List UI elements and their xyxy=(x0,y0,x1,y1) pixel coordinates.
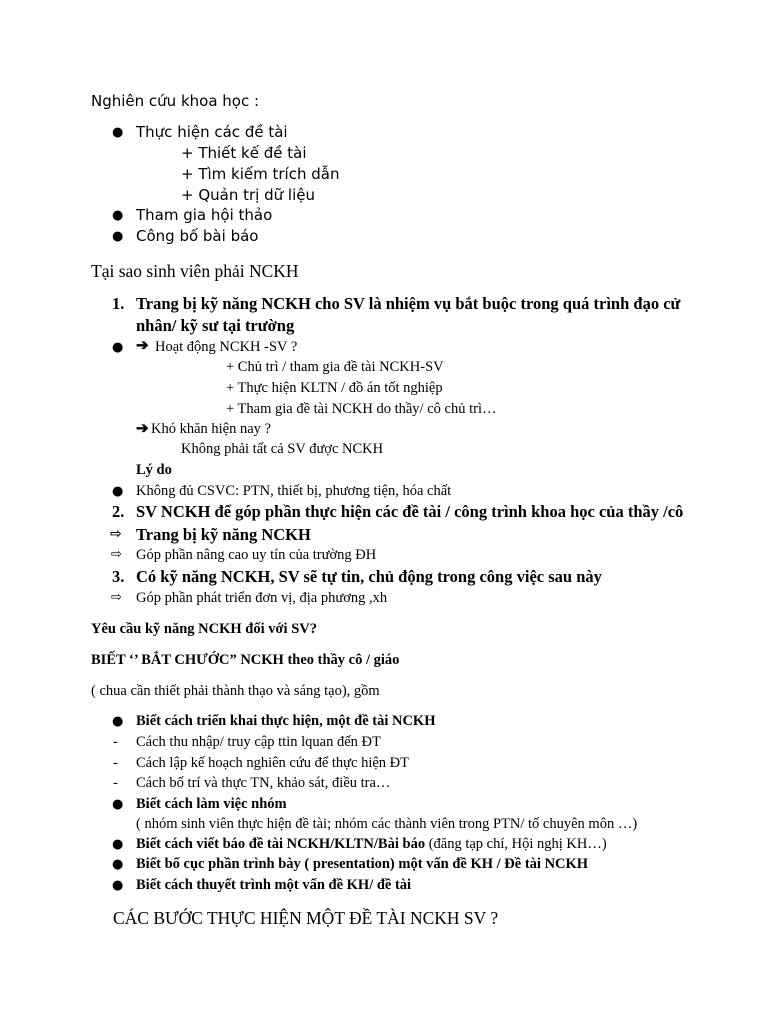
req-item-3 xyxy=(136,836,607,853)
req-item-2: Biết cách làm việc nhóm xyxy=(136,796,287,812)
requirements-title: Yêu cầu kỹ năng NCKH đối với SV? xyxy=(91,621,317,637)
why-p3: Có kỹ năng NCKH, SV sẽ tự tin, chủ động trong công việc sau này xyxy=(136,567,602,586)
hollow-arrow-icon: ⇨ xyxy=(110,526,122,542)
req-item-1: Biết cách triển khai thực hiện, một đề tài NCKH xyxy=(136,713,436,729)
intro-subitem-1: + Thiết kế đề tài xyxy=(181,144,307,162)
why-difficulty: Khó khăn hiện nay ? xyxy=(151,421,271,437)
req-item-5: Biết cách thuyết trình một vấn đề KH/ đề tài xyxy=(136,877,412,893)
bullet-icon: ● xyxy=(112,714,124,729)
requirements-note: ( chua cần thiết phải thành thạo và sáng tạo), gồm xyxy=(91,683,380,699)
bullet-icon: ● xyxy=(112,857,124,872)
intro-subitem-2: + Tìm kiếm trích dẫn xyxy=(181,165,340,183)
arrow-right-icon: ➔ xyxy=(136,421,149,437)
why-activity: Hoạt động NCKH -SV ? xyxy=(155,339,298,355)
why-reason: Không đủ CSVC: PTN, thiết bị, phương tiện, hóa chất xyxy=(136,483,452,499)
steps-title: CÁC BƯỚC THỰC HIỆN MỘT ĐỀ TÀI NCKH SV ? xyxy=(113,908,499,928)
why-p1-line2: nhân/ kỹ sư tại trường xyxy=(136,316,295,335)
requirements-imitate: BIẾT ‘’ BẮT CHƯỚC” NCKH theo thầy cô / giáo xyxy=(91,652,400,668)
bullet-icon: ● xyxy=(112,340,124,355)
why-difficulty-detail: Không phải tất cả SV được NCKH xyxy=(181,441,384,457)
arrow-right-icon: ➔ xyxy=(136,338,149,354)
why-p2-sub: Góp phần nâng cao uy tín của trường ĐH xyxy=(136,547,377,563)
intro-item-1: Thực hiện các đề tài xyxy=(136,123,288,141)
bullet-icon: ● xyxy=(112,837,124,852)
dash-marker: - xyxy=(113,734,118,750)
bullet-icon: ● xyxy=(112,484,124,499)
activity-item-2: + Thực hiện KLTN / đồ án tốt nghiệp xyxy=(226,380,443,396)
intro-item-3: Công bố bài báo xyxy=(136,227,259,245)
req-item-2-note: ( nhóm sinh viên thực hiện đề tài; nhóm các thành viên trong PTN/ tố chuyên môn …) xyxy=(136,816,638,832)
why-p2: SV NCKH để góp phần thực hiện các đề tài / công trình khoa học của thầy /cô xyxy=(136,502,684,521)
list-number-1: 1. xyxy=(112,294,125,313)
dash-marker: - xyxy=(113,775,118,791)
req-dash-item-2: Cách lập kế hoạch nghiên cứu để thực hiện ĐT xyxy=(136,755,410,771)
dash-marker: - xyxy=(113,755,118,771)
req-dash-item-1: Cách thu nhập/ truy cập ttin lquan đến ĐT xyxy=(136,734,381,750)
req-item-3-bold: Biết cách viết báo đề tài NCKH/KLTN/Bài báo xyxy=(136,836,426,852)
intro-item-2: Tham gia hội thảo xyxy=(136,206,273,224)
req-item-3-rest: (đăng tạp chí, Hội nghị KH…) xyxy=(425,836,607,852)
list-number-2: 2. xyxy=(112,502,125,521)
intro-subitem-3: + Quản trị dữ liệu xyxy=(181,186,315,204)
hollow-arrow-icon: ⇨ xyxy=(111,590,122,605)
list-number-3: 3. xyxy=(112,567,125,586)
why-title: Tại sao sinh viên phải NCKH xyxy=(91,261,299,281)
bullet-icon: ● xyxy=(112,125,124,140)
hollow-arrow-icon: ⇨ xyxy=(111,547,122,562)
bullet-icon: ● xyxy=(112,229,124,244)
why-p2-arrow: Trang bị kỹ năng NCKH xyxy=(136,525,311,544)
intro-title: Nghiên cứu khoa học : xyxy=(91,92,260,110)
why-reason-label: Lý do xyxy=(136,462,172,478)
why-p1-line1: Trang bị kỹ năng NCKH cho SV là nhiệm vụ bắt buộc trong quá trình đạo cử xyxy=(136,294,681,313)
bullet-icon: ● xyxy=(112,208,124,223)
req-dash-item-3: Cách bố trí và thực TN, khảo sát, điều tra… xyxy=(136,775,391,791)
why-p3-sub: Góp phần phát triển đơn vị, địa phương ,xh xyxy=(136,590,388,606)
activity-item-3: + Tham gia đề tài NCKH do thầy/ cô chủ trì… xyxy=(226,401,497,417)
activity-item-1: + Chủ trì / tham gia đề tài NCKH-SV xyxy=(226,359,444,375)
req-item-4: Biết bố cục phần trình bày ( presentation) một vấn đề KH / Đề tài NCKH xyxy=(136,856,589,872)
bullet-icon: ● xyxy=(112,797,124,812)
bullet-icon: ● xyxy=(112,878,124,893)
